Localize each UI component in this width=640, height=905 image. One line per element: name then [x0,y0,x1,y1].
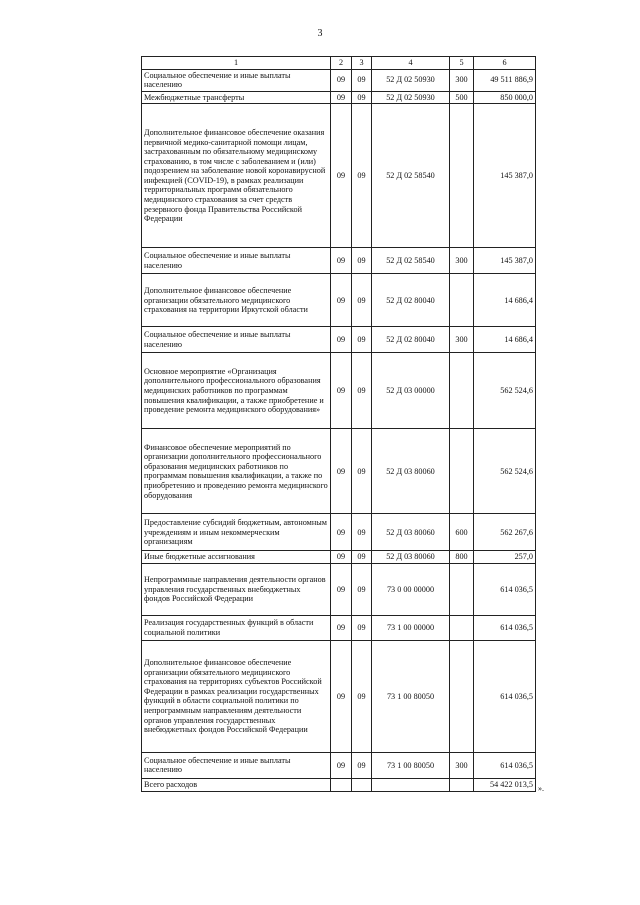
row-subsection: 09 [352,429,372,514]
row-expense-type: 300 [450,248,474,274]
row-description: Всего расходов [142,778,331,791]
row-description: Социальное обеспечение и иные выплаты населению [142,327,331,353]
header-cell-4: 4 [372,57,450,70]
row-subsection: 09 [352,69,372,91]
table-row [142,327,536,353]
table-row [142,640,536,752]
row-description: Финансовое обеспечение мероприятий по организации дополнительного профессионального образования медицинских работников по программам повышения квалификации, а также по приобретению и проведению ремонта медицинского оборудования [142,429,331,514]
row-expense-type: 300 [450,69,474,91]
page-number: 3 [317,28,323,39]
row-subsection: 09 [352,615,372,640]
row-subsection: 09 [352,563,372,615]
row-subsection [352,778,372,791]
table-row [142,274,536,327]
expenses-table [141,56,536,792]
table-row [142,514,536,551]
row-subsection: 09 [352,274,372,327]
row-section: 09 [331,353,352,429]
row-target-code: 52 Д 02 80040 [372,274,450,327]
row-description: Социальное обеспечение и иные выплаты населению [142,248,331,274]
row-expense-type [450,615,474,640]
row-section: 09 [331,91,352,104]
row-expense-type [450,429,474,514]
row-expense-type [450,563,474,615]
row-amount: 54 422 013,5 [474,778,536,791]
header-cell-5: 5 [450,57,474,70]
row-section: 09 [331,429,352,514]
row-subsection: 09 [352,551,372,564]
row-subsection: 09 [352,91,372,104]
row-target-code: 52 Д 03 80060 [372,429,450,514]
row-target-code: 73 1 00 80050 [372,640,450,752]
row-amount: 562 524,6 [474,429,536,514]
header-cell-3: 3 [352,57,372,70]
row-subsection: 09 [352,640,372,752]
row-amount: 145 387,0 [474,248,536,274]
row-section: 09 [331,274,352,327]
row-target-code: 52 Д 02 50930 [372,69,450,91]
table-row [142,91,536,104]
row-amount: 614 036,5 [474,563,536,615]
row-description: Социальное обеспечение и иные выплаты населению [142,69,331,91]
row-amount: 562 267,6 [474,514,536,551]
row-amount: 614 036,5 [474,752,536,778]
row-target-code: 52 Д 02 58540 [372,104,450,248]
row-description: Межбюджетные трансферты [142,91,331,104]
row-section: 09 [331,514,352,551]
table-row [142,429,536,514]
row-target-code: 52 Д 02 58540 [372,248,450,274]
row-description: Дополнительное финансовое обеспечение организации обязательного медицинского страхования на территории Иркутской области [142,274,331,327]
row-target-code: 73 0 00 00000 [372,563,450,615]
closing-quote-mark: ». [538,784,544,793]
row-section: 09 [331,248,352,274]
row-expense-type [450,640,474,752]
row-section: 09 [331,551,352,564]
row-section: 09 [331,69,352,91]
row-section: 09 [331,615,352,640]
row-amount: 562 524,6 [474,353,536,429]
row-subsection: 09 [352,104,372,248]
row-expense-type [450,274,474,327]
row-section: 09 [331,327,352,353]
row-section: 09 [331,104,352,248]
row-expense-type [450,353,474,429]
row-description: Дополнительное финансовое обеспечение оказания первичной медико-санитарной помощи лицам, застрахованным по обязательному медицинскому страхованию, в том числе с заболеванием и (или) подозрением на заболевание новой коронавирусной инфекцией (COVID-19), в рамках реализации территориальных программ обязательного медицинского страхования за счет средств резервного фонда Правительства Российской Федерации [142,104,331,248]
row-subsection: 09 [352,327,372,353]
table-row [142,752,536,778]
row-amount: 257,0 [474,551,536,564]
row-subsection: 09 [352,248,372,274]
row-amount: 145 387,0 [474,104,536,248]
header-cell-2: 2 [331,57,352,70]
row-target-code: 52 Д 03 80060 [372,514,450,551]
row-target-code: 73 1 00 00000 [372,615,450,640]
row-amount: 49 511 886,9 [474,69,536,91]
row-expense-type: 800 [450,551,474,564]
row-target-code: 52 Д 02 80040 [372,327,450,353]
table-row [142,353,536,429]
row-expense-type [450,778,474,791]
table-row [142,248,536,274]
row-subsection: 09 [352,514,372,551]
row-section [331,778,352,791]
table-row [142,551,536,564]
table-row [142,563,536,615]
row-amount: 14 686,4 [474,274,536,327]
row-description: Реализация государственных функций в области социальной политики [142,615,331,640]
header-cell-1: 1 [142,57,331,70]
row-expense-type [450,104,474,248]
row-description: Непрограммные направления деятельности органов управления государственных внебюджетных фондов Российской Федерации [142,563,331,615]
row-expense-type: 600 [450,514,474,551]
row-expense-type: 300 [450,752,474,778]
row-amount: 614 036,5 [474,640,536,752]
row-section: 09 [331,563,352,615]
row-description: Иные бюджетные ассигнования [142,551,331,564]
row-amount: 14 686,4 [474,327,536,353]
row-target-code: 52 Д 03 80060 [372,551,450,564]
table-row [142,104,536,248]
row-target-code: 52 Д 03 00000 [372,353,450,429]
row-target-code: 73 1 00 80050 [372,752,450,778]
row-subsection: 09 [352,353,372,429]
table-header-row [142,57,536,70]
table-row [142,615,536,640]
row-description: Основное мероприятие «Организация дополнительного профессионального образования медицинских работников по программам повышения квалификации, а также приобретение и проведение ремонта медицинского оборудования» [142,353,331,429]
row-amount: 614 036,5 [474,615,536,640]
row-description: Предоставление субсидий бюджетным, автономным учреждениям и иным некоммерческим организациям [142,514,331,551]
row-subsection: 09 [352,752,372,778]
row-expense-type: 500 [450,91,474,104]
header-cell-6: 6 [474,57,536,70]
row-section: 09 [331,640,352,752]
row-expense-type: 300 [450,327,474,353]
row-section: 09 [331,752,352,778]
row-amount: 850 000,0 [474,91,536,104]
row-description: Социальное обеспечение и иные выплаты населению [142,752,331,778]
table-row [142,778,536,791]
table-row [142,69,536,91]
row-description: Дополнительное финансовое обеспечение организации обязательного медицинского страхования на территориях субъектов Российской Федерации в рамках реализации государственных функций в области социальной политики по непрограммным направлениям деятельности органов управления государственных внебюджетных фондов Российской Федерации [142,640,331,752]
row-target-code [372,778,450,791]
row-target-code: 52 Д 02 50930 [372,91,450,104]
